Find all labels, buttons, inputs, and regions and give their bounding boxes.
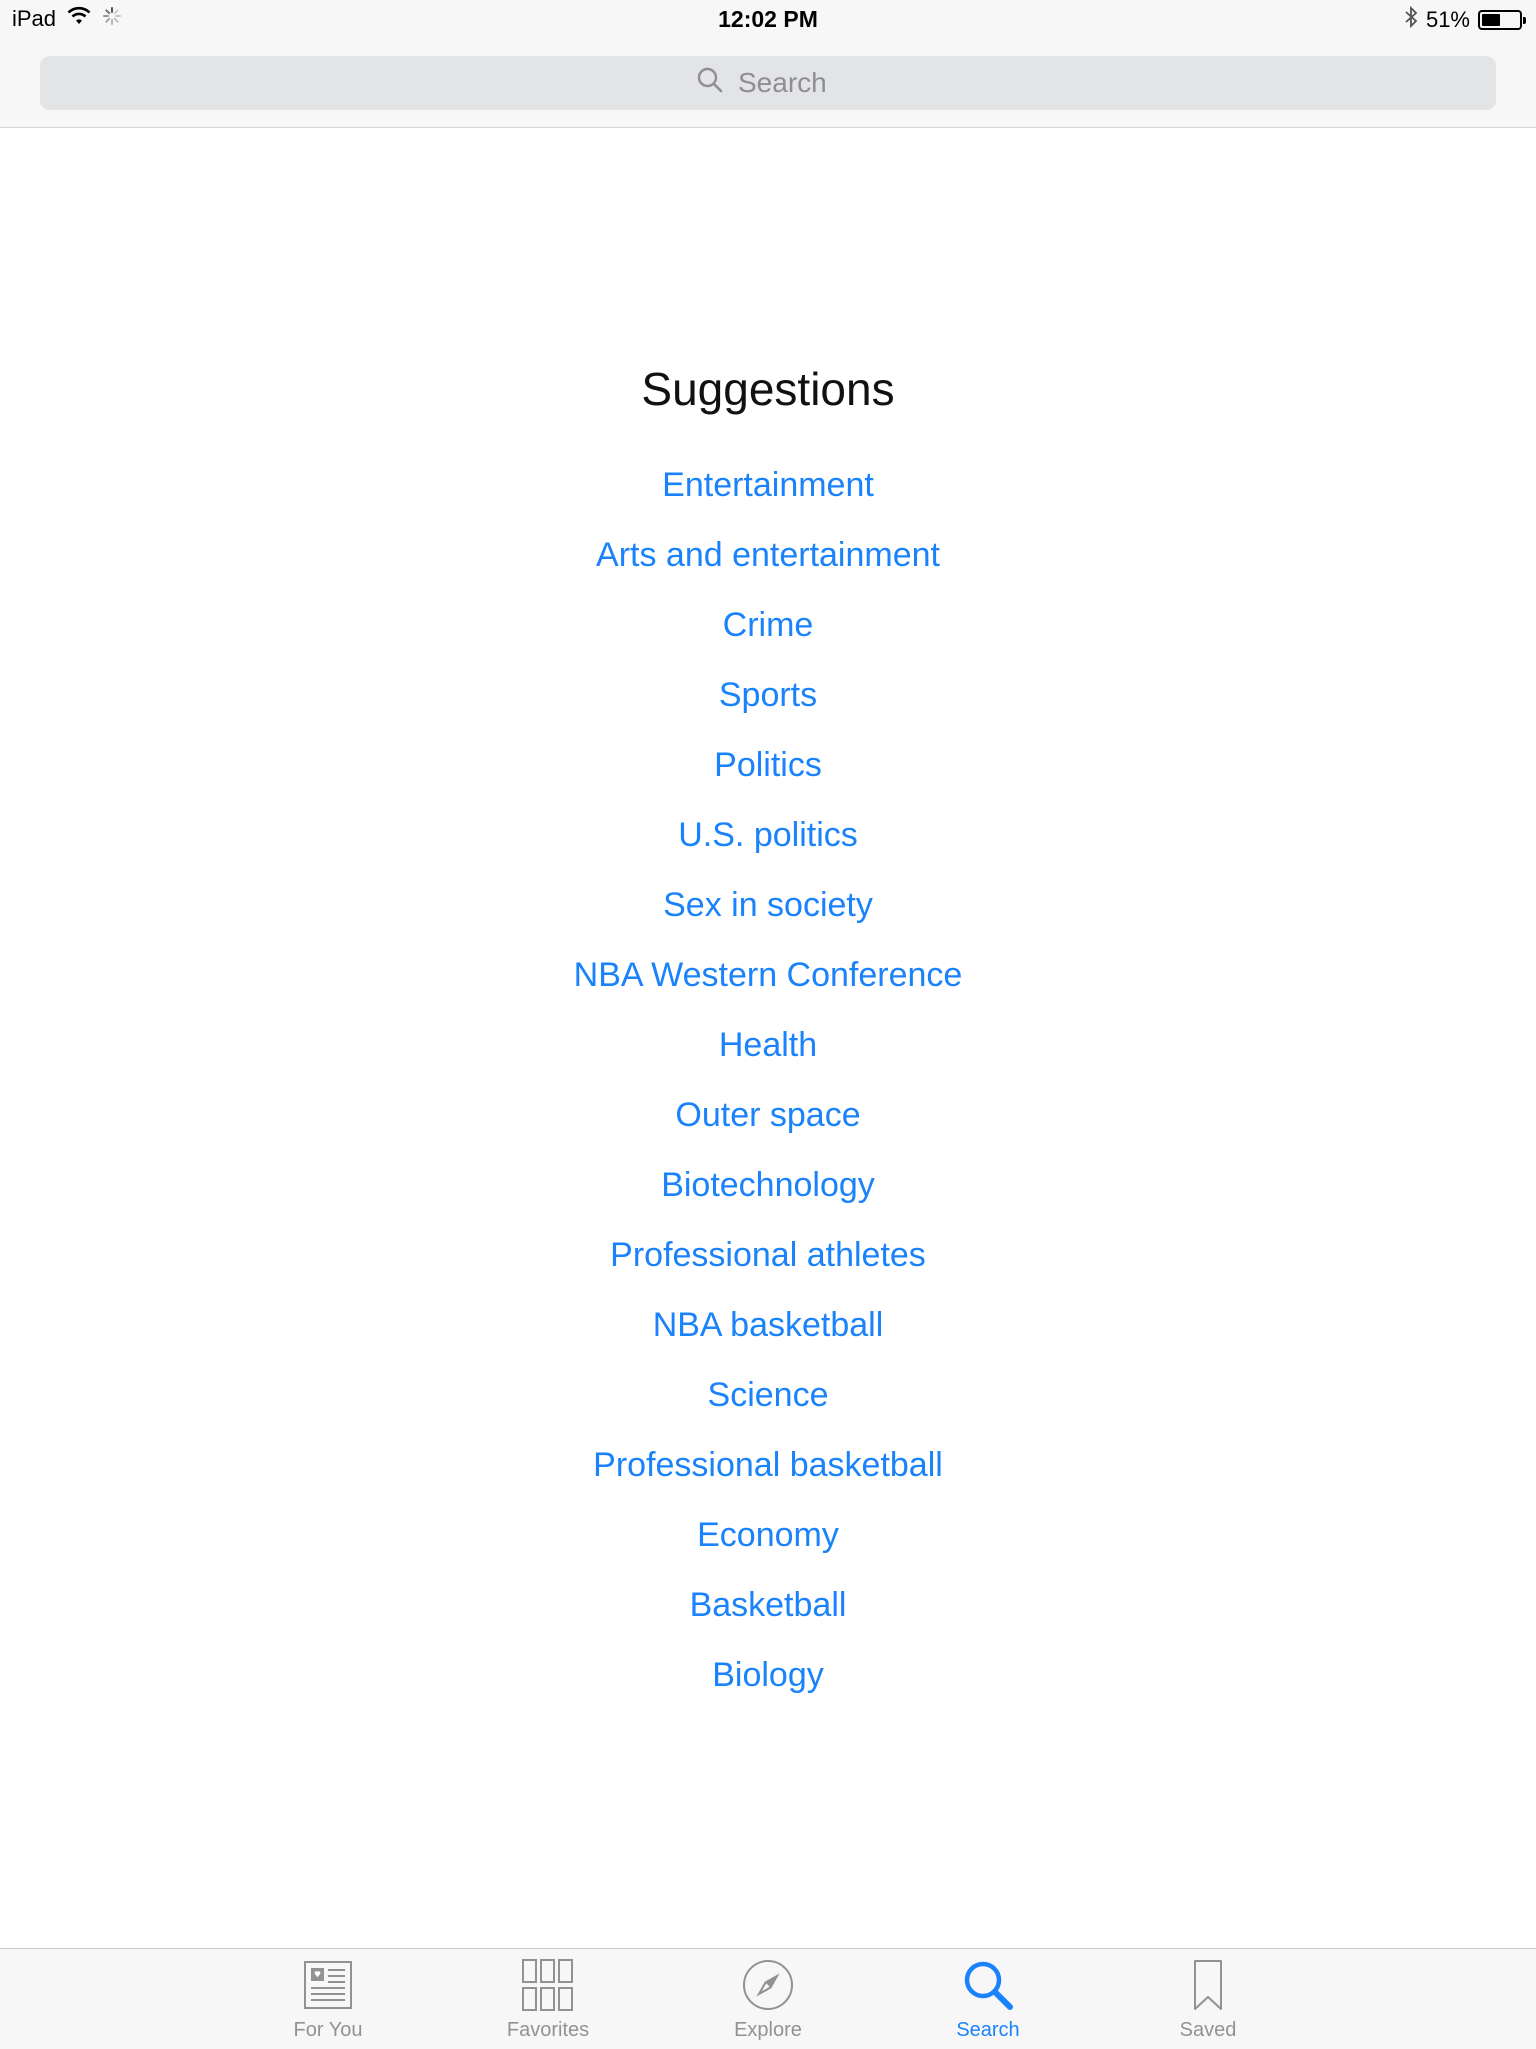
- suggestion-item[interactable]: Science: [707, 1376, 829, 1414]
- suggestion-item[interactable]: Biology: [712, 1656, 824, 1694]
- battery-percent: 51%: [1425, 7, 1470, 32]
- tab-favorites[interactable]: [438, 1949, 658, 2049]
- suggestion-item[interactable]: U.S. politics: [678, 816, 858, 854]
- tab-saved[interactable]: [1098, 1949, 1318, 2049]
- suggestion-item[interactable]: Professional basketball: [593, 1446, 943, 1484]
- tab-search[interactable]: [878, 1949, 1098, 2049]
- search-field-icon: [696, 66, 724, 101]
- battery-fill: [1482, 14, 1500, 26]
- suggestion-item[interactable]: Arts and entertainment: [596, 536, 940, 574]
- status-right: [1404, 6, 1522, 34]
- newspaper-icon: [300, 1957, 356, 2013]
- battery-icon: [1478, 10, 1522, 30]
- suggestion-item[interactable]: Crime: [722, 606, 814, 644]
- suggestion-item[interactable]: Politics: [714, 746, 822, 784]
- suggestion-item[interactable]: Health: [718, 1026, 818, 1064]
- suggestions-title: Suggestions: [641, 363, 895, 415]
- status-time: 12:02 PM: [718, 6, 818, 32]
- tab-for-you[interactable]: [218, 1949, 438, 2049]
- tab-label: Explore: [734, 2019, 802, 2041]
- device-label: iPad: [12, 6, 57, 31]
- search-input[interactable]: [736, 66, 840, 100]
- compass-icon: [740, 1957, 796, 2013]
- battery-nub: [1523, 17, 1526, 24]
- tab-bar: [0, 1948, 1536, 2049]
- search-icon: [960, 1957, 1016, 2013]
- suggestion-item[interactable]: Outer space: [675, 1096, 861, 1134]
- search-field[interactable]: [40, 56, 1496, 110]
- tab-label: Saved: [1179, 2019, 1237, 2041]
- tab-label: Search: [956, 2019, 1020, 2041]
- tab-label: Favorites: [506, 2019, 590, 2041]
- suggestion-item[interactable]: Basketball: [689, 1586, 847, 1624]
- suggestion-item[interactable]: Sex in society: [663, 886, 873, 924]
- suggestion-item[interactable]: Sports: [718, 676, 818, 714]
- suggestion-item[interactable]: NBA basketball: [652, 1306, 884, 1344]
- bookmark-icon: [1180, 1957, 1236, 2013]
- bluetooth-icon: [1404, 6, 1418, 34]
- search-header: [0, 40, 1536, 128]
- main-content: [0, 128, 1536, 1948]
- suggestion-item[interactable]: Professional athletes: [610, 1236, 926, 1274]
- tab-label: For You: [293, 2019, 363, 2041]
- suggestion-item[interactable]: NBA Western Conference: [573, 956, 963, 994]
- suggestion-item[interactable]: Entertainment: [662, 466, 874, 504]
- suggestion-item[interactable]: Biotechnology: [661, 1166, 875, 1204]
- suggestion-item[interactable]: Economy: [697, 1516, 839, 1554]
- tab-explore[interactable]: [658, 1949, 878, 2049]
- status-bar: [0, 0, 1536, 40]
- suggestion-list: [0, 450, 1536, 1710]
- grid-icon: [520, 1957, 576, 2013]
